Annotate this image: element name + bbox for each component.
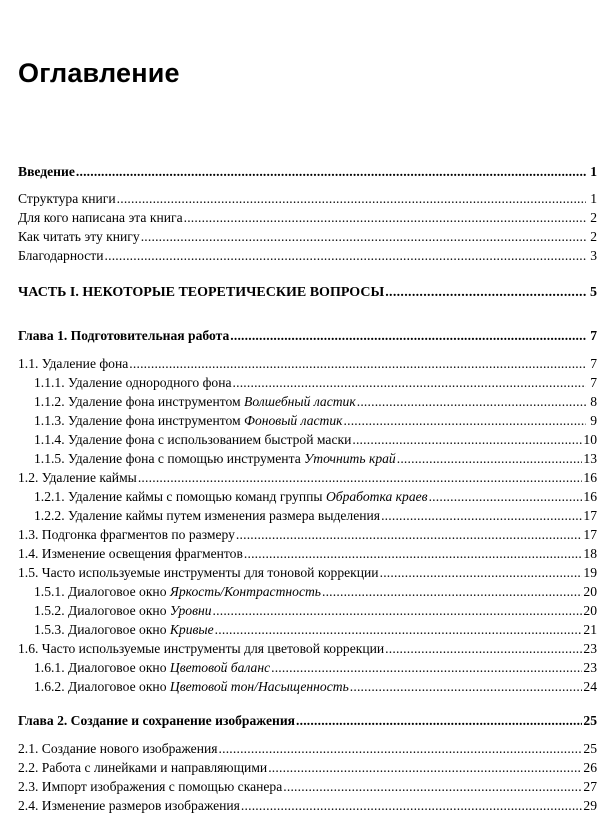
dot-leader — [350, 678, 583, 696]
toc-entry-prefix: 1.1.3. Удаление фона инструментом — [34, 413, 245, 428]
toc-entry-text: Структура книги — [18, 191, 116, 206]
toc-entry[interactable] — [18, 526, 597, 544]
toc-entry-page: 3 — [590, 248, 597, 263]
toc-entry-page: 16 — [583, 489, 597, 504]
toc-entry-tool-name: Уточнить край — [304, 451, 396, 466]
toc-entry-command-group: Обработка краев — [325, 489, 428, 504]
toc-entry-page: 13 — [583, 451, 597, 466]
toc-entry-page: 2 — [590, 210, 597, 225]
toc-entry-page: 17 — [583, 508, 597, 523]
toc-entry-text: 2.2. Работа с линейками и направляющими — [18, 760, 268, 775]
toc-entry-tool-name: Волшебный ластик — [244, 394, 356, 409]
toc-entry[interactable] — [34, 412, 597, 430]
dot-leader — [380, 564, 583, 582]
toc-entry-page: 5 — [590, 285, 597, 300]
toc-entry-page: 7 — [590, 375, 597, 390]
toc-entry[interactable] — [34, 583, 597, 601]
toc-entry-prefix: 1.6.2. Диалоговое окно — [34, 679, 170, 694]
toc-entry-page: 1 — [590, 191, 597, 206]
toc-entry[interactable] — [34, 678, 597, 696]
toc-entry-page: 21 — [583, 622, 597, 637]
dot-leader — [429, 488, 583, 506]
toc-entry-text: 1.6. Часто используемые инструменты для цветовой коррекции — [18, 641, 385, 656]
toc-entry-text: 1.1.4. Удаление фона с использованием быстрой маски — [34, 432, 352, 447]
dot-leader — [138, 469, 583, 487]
toc-entry[interactable] — [18, 209, 597, 227]
toc-entry-text: Глава 1. Подготовительная работа — [18, 328, 230, 343]
toc-entry-text: 2.3. Импорт изображения с помощью сканера — [18, 779, 283, 794]
toc-entry[interactable] — [18, 545, 597, 563]
dot-leader — [105, 247, 587, 265]
toc-entry-introduction[interactable] — [18, 163, 597, 181]
toc-entry-dialog-name: Кривые — [169, 622, 214, 637]
toc-entry-text — [34, 450, 396, 468]
toc-entry-page: 17 — [583, 527, 597, 542]
toc-entry-page: 27 — [583, 779, 597, 794]
toc-entry-text — [34, 412, 343, 430]
dot-leader — [184, 209, 586, 227]
toc-entry-page: 20 — [583, 603, 597, 618]
toc-entry-text: Благодарности — [18, 248, 104, 263]
dot-leader — [271, 659, 582, 677]
toc-entry-prefix: 1.5.2. Диалоговое окно — [34, 603, 170, 618]
toc-entry-dialog-name: Цветовой баланс — [169, 660, 271, 675]
toc-entry[interactable] — [18, 469, 597, 487]
toc-entry-text: 1.4. Изменение освещения фрагментов — [18, 546, 243, 561]
toc-entry-text — [34, 659, 270, 677]
toc-entry[interactable] — [34, 450, 597, 468]
toc-entry[interactable] — [34, 431, 597, 449]
dot-leader — [236, 526, 582, 544]
toc-entry-text: 2.1. Создание нового изображения — [18, 741, 218, 756]
toc-entry[interactable] — [34, 659, 597, 677]
toc-entry[interactable] — [34, 507, 597, 525]
dot-leader — [117, 190, 586, 208]
toc-entry-prefix: 1.5.1. Диалоговое окно — [34, 584, 170, 599]
dot-leader — [397, 450, 583, 468]
toc-entry-text: 1.2. Удаление каймы — [18, 470, 137, 485]
toc-entry-text: 1.1.1. Удаление однородного фона — [34, 375, 232, 390]
dot-leader — [141, 228, 586, 246]
dot-leader — [230, 327, 586, 345]
dot-leader — [244, 545, 583, 563]
toc-entry-page: 24 — [583, 679, 597, 694]
toc-entry-page: 25 — [583, 741, 597, 756]
toc-entry-text: 1.2.2. Удаление каймы путем изменения размера выделения — [34, 508, 381, 523]
toc-entry-text — [34, 602, 212, 620]
toc-entry-text — [34, 488, 428, 506]
page-title: Оглавление — [18, 58, 180, 88]
dot-leader — [283, 778, 582, 796]
toc-entry-prefix: 1.1.2. Удаление фона инструментом — [34, 394, 245, 409]
toc-entry-text: 1.1. Удаление фона — [18, 356, 129, 371]
toc-entry-page: 23 — [583, 660, 597, 675]
toc-entry[interactable] — [18, 797, 597, 815]
dot-leader — [385, 640, 582, 658]
toc-entry-page: 23 — [583, 641, 597, 656]
toc-entry-text: 1.5. Часто используемые инструменты для тоновой коррекции — [18, 565, 379, 580]
toc-entry-text: Глава 2. Создание и сохранение изображения — [18, 713, 296, 728]
toc-entry-page: 18 — [583, 546, 597, 561]
dot-leader — [241, 797, 582, 815]
toc-entry[interactable] — [18, 190, 597, 208]
toc-entry-dialog-name: Яркость/Контрастность — [169, 584, 321, 599]
toc-entry[interactable] — [18, 247, 597, 265]
toc-entry[interactable] — [18, 740, 597, 758]
dot-leader — [268, 759, 582, 777]
toc-entry-chapter-2[interactable] — [18, 712, 597, 730]
toc-entry-page: 2 — [590, 229, 597, 244]
toc-entry[interactable] — [34, 374, 597, 392]
toc-entry[interactable] — [18, 355, 597, 373]
toc-entry[interactable] — [34, 602, 597, 620]
toc-entry-prefix: 1.5.3. Диалоговое окно — [34, 622, 170, 637]
toc-entry-page: 29 — [583, 798, 597, 813]
toc-entry[interactable] — [18, 228, 597, 246]
dot-leader — [344, 412, 587, 430]
toc-entry-dialog-name: Уровни — [169, 603, 212, 618]
toc-entry-text: Как читать эту книгу — [18, 229, 140, 244]
toc-entry-page: 26 — [583, 760, 597, 775]
toc-entry[interactable] — [34, 621, 597, 639]
toc-entry-text: Для кого написана эта книга — [18, 210, 183, 225]
toc-entry-page: 7 — [590, 328, 597, 343]
toc-entry-prefix: 1.6.1. Диалоговое окно — [34, 660, 170, 675]
toc-entry[interactable] — [34, 393, 597, 411]
dot-leader — [357, 393, 586, 411]
toc-entry-page: 25 — [583, 713, 597, 728]
dot-leader — [219, 740, 583, 758]
dot-leader — [381, 507, 582, 525]
toc-entry-tool-name: Фоновый ластик — [244, 413, 343, 428]
toc-entry[interactable] — [34, 488, 597, 506]
toc-entry-text — [34, 678, 349, 696]
dot-leader — [215, 621, 583, 639]
dot-leader — [385, 284, 586, 302]
toc-entry[interactable] — [18, 759, 597, 777]
toc-entry-text — [34, 583, 321, 601]
dot-leader — [213, 602, 583, 620]
toc-entry-text: ЧАСТЬ I. НЕКОТОРЫЕ ТЕОРЕТИЧЕСКИЕ ВОПРОСЫ — [18, 285, 385, 300]
dot-leader — [296, 712, 582, 730]
toc-entry[interactable] — [18, 640, 597, 658]
toc-entry-text — [34, 393, 356, 411]
dot-leader — [352, 431, 582, 449]
toc-entry-part-1[interactable] — [18, 284, 597, 302]
dot-leader — [233, 374, 587, 392]
toc-entry-chapter-1[interactable] — [18, 327, 597, 345]
toc-entry-text: 1.3. Подгонка фрагментов по размеру — [18, 527, 235, 542]
dot-leader — [322, 583, 582, 601]
toc-entry-text — [34, 621, 214, 639]
toc-entry-text: Введение — [18, 164, 75, 179]
toc-entry-text: 2.4. Изменение размеров изображения — [18, 798, 240, 813]
toc-entry-prefix: 1.2.1. Удаление каймы с помощью команд группы — [34, 489, 326, 504]
toc-entry[interactable] — [18, 564, 597, 582]
toc-entry-page: 20 — [583, 584, 597, 599]
toc-entry-page: 7 — [590, 356, 597, 371]
toc-entry[interactable] — [18, 778, 597, 796]
toc-entry-page: 16 — [583, 470, 597, 485]
toc-entry-page: 1 — [590, 164, 597, 179]
toc-entry-prefix: 1.1.5. Удаление фона с помощью инструмента — [34, 451, 305, 466]
toc-entry-page: 19 — [583, 565, 597, 580]
toc-entry-page: 10 — [583, 432, 597, 447]
toc-entry-page: 8 — [590, 394, 597, 409]
toc-entry-dialog-name: Цветовой тон/Насыщенность — [169, 679, 349, 694]
dot-leader — [129, 355, 586, 373]
toc-entry-page: 9 — [590, 413, 597, 428]
dot-leader — [76, 163, 586, 181]
